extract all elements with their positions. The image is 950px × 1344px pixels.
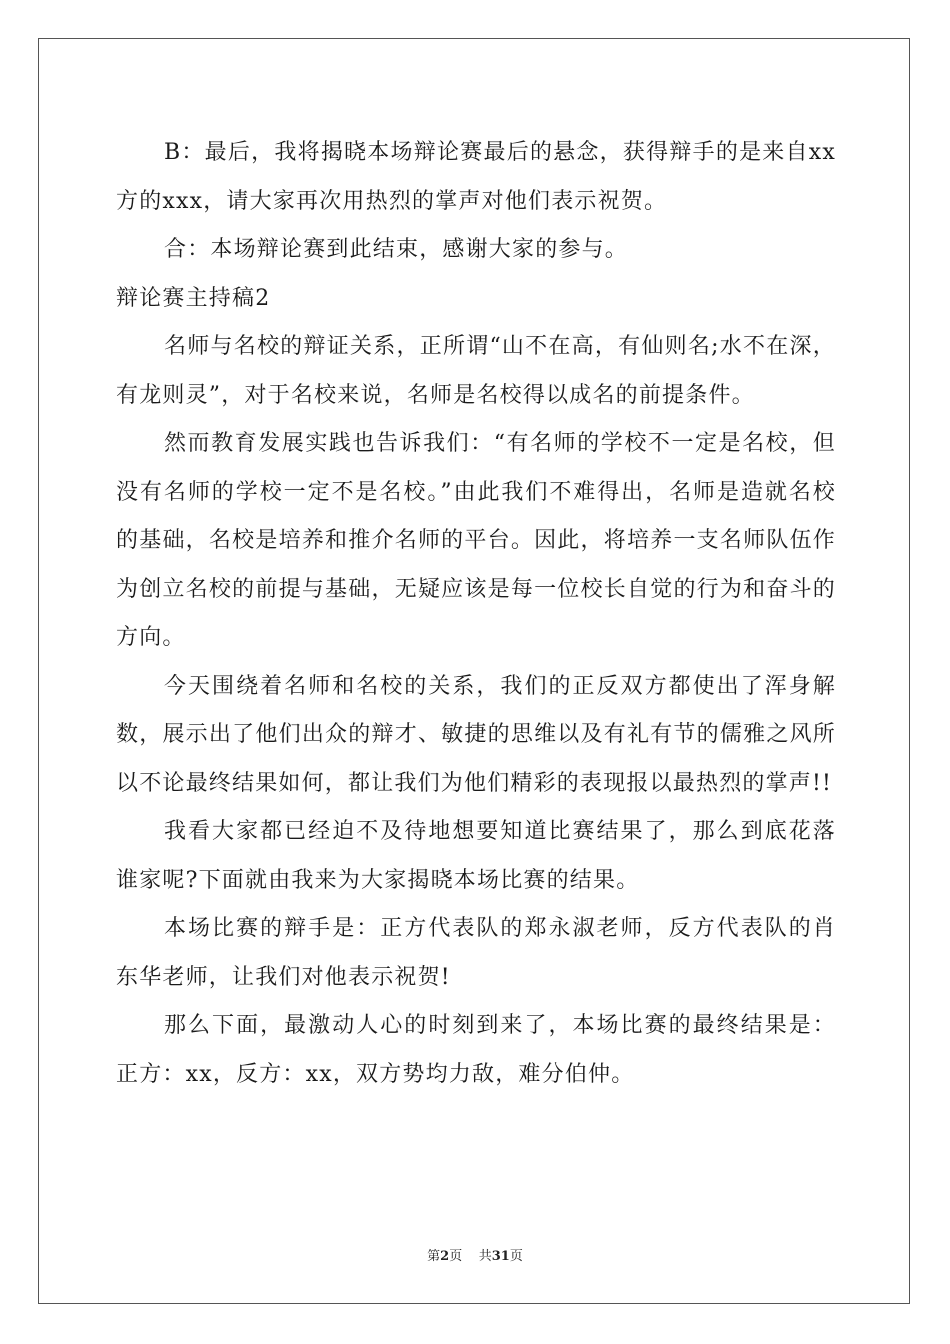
footer-total-unit: 页	[509, 1249, 523, 1264]
paragraph-education-practice: 然而教育发展实践也告诉我们：“有名师的学校不一定是名校，但没有名师的学校一定不是名校。”由此我们不难得出，名师是造就名校的基础，名校是培养和推介名师的平台。因此，将培养一支名师队伍作为创立名校的前提与基础，无疑应该是每一位校长自觉的行为和奋斗的方向。	[116, 431, 836, 650]
paragraph-final-result: 那么下面，最激动人心的时刻到来了，本场比赛的最终结果是：正方：xx，反方：xx，双方势均力敌，难分伯仲。	[116, 1013, 836, 1087]
footer-page-prefix: 第	[427, 1249, 441, 1264]
document-body	[116, 129, 836, 1099]
paragraph-closing-thanks: 合：本场辩论赛到此结束，感谢大家的参与。	[164, 237, 629, 262]
footer-page-current: 2	[440, 1249, 450, 1264]
paragraph-debate-praise: 今天围绕着名师和名校的关系，我们的正反双方都使出了浑身解数，展示出了他们出众的辩才、敏捷的思维以及有礼有节的儒雅之风所以不论最终结果如何，都让我们为他们精彩的表现报以最热烈的掌声!!	[116, 673, 836, 796]
paragraph-teacher-school-relation: 名师与名校的辩证关系，正所谓“山不在高，有仙则名;水不在深，有龙则灵”，对于名校来说，名师是名校得以成名的前提条件。	[116, 334, 836, 408]
paragraph-result-preview: 我看大家都已经迫不及待地想要知道比赛结果了，那么到底花落谁家呢?下面就由我来为大家揭晓本场比赛的结果。	[116, 819, 836, 893]
footer-page-unit: 页	[449, 1249, 463, 1264]
section-heading: 辩论赛主持稿2	[116, 285, 271, 311]
page-footer	[0, 1245, 950, 1264]
footer-total-prefix: 共	[478, 1249, 492, 1264]
paragraph-best-debaters: 本场比赛的辩手是：正方代表队的郑永淑老师，反方代表队的肖东华老师，让我们对他表示祝贺!	[116, 916, 836, 990]
footer-page-total: 31	[491, 1249, 510, 1264]
paragraph-closing-announcement: B：最后，我将揭晓本场辩论赛最后的悬念，获得辩手的是来自xx方的xxx，请大家再次用热烈的掌声对他们表示祝贺。	[116, 140, 836, 214]
